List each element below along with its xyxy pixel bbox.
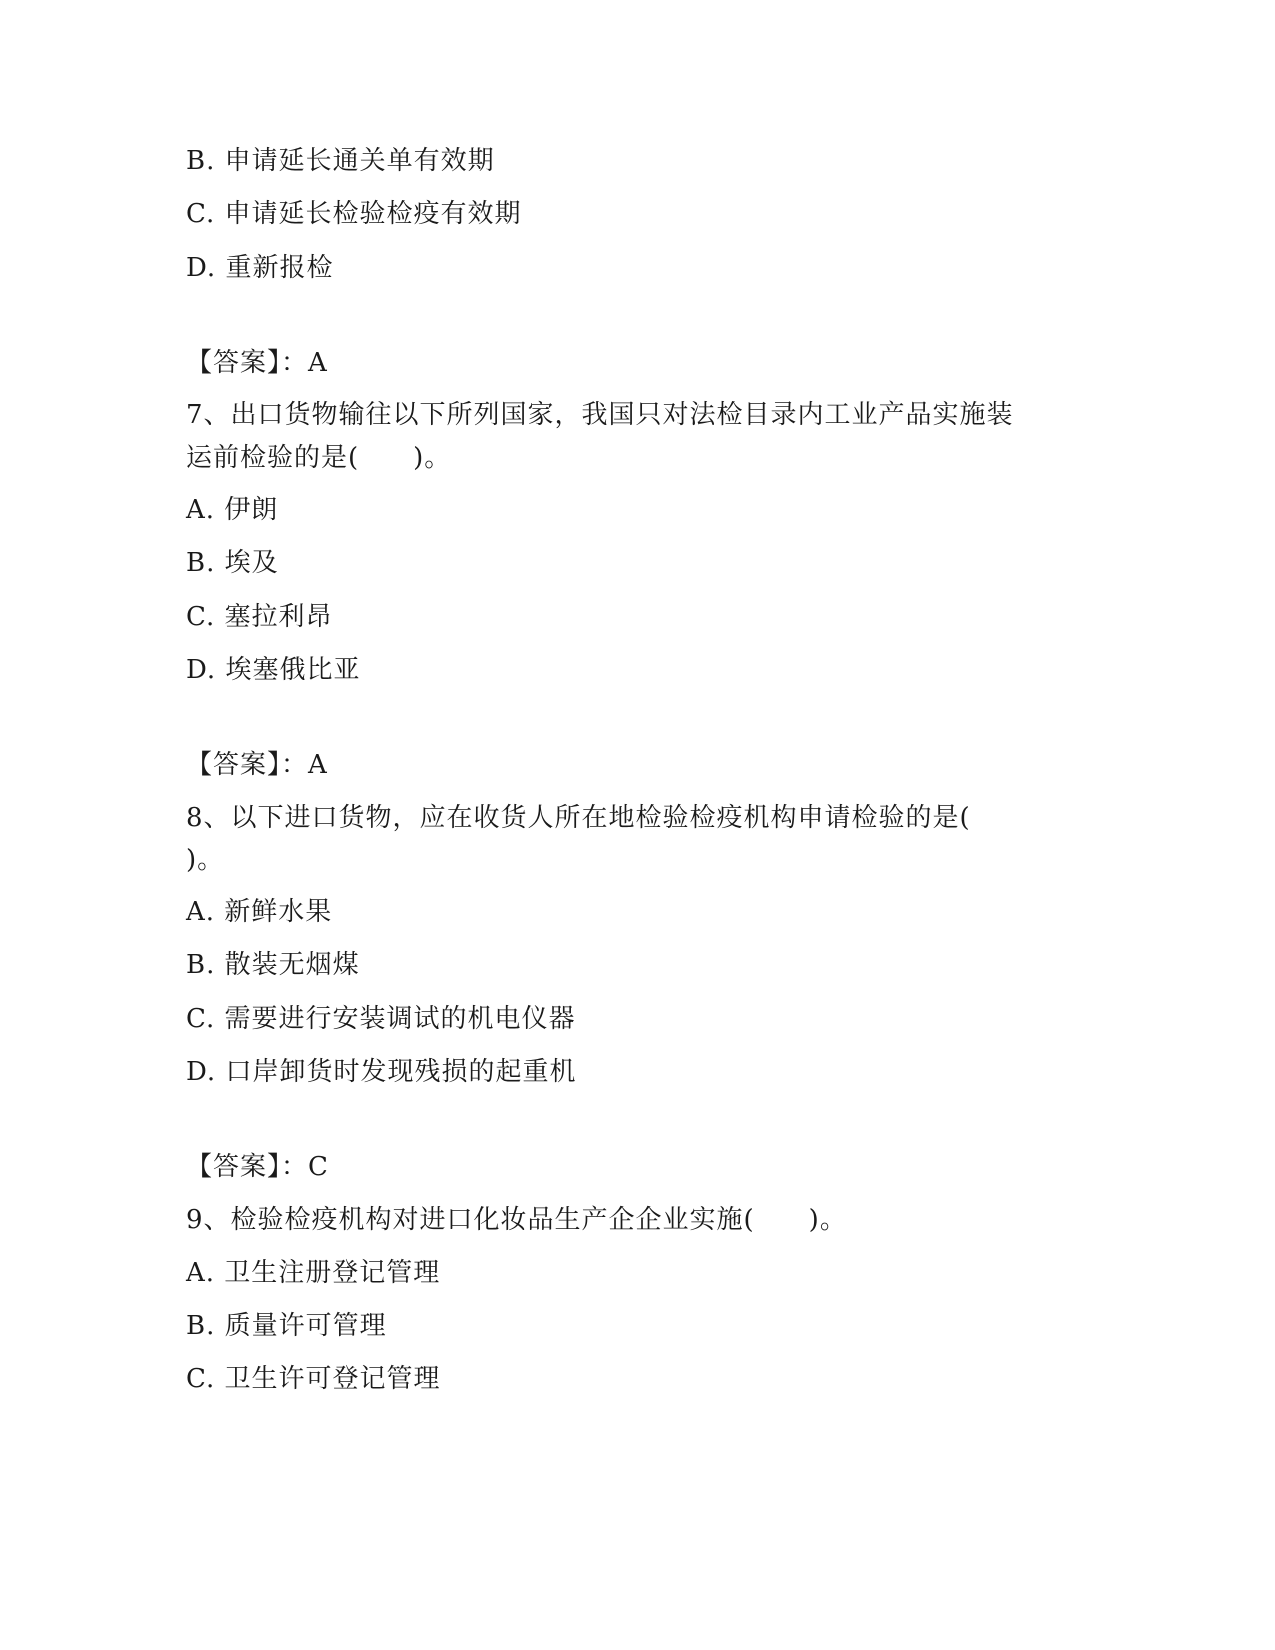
question-8-line-1: 8、以下进口货物，应在收货人所在地检验检疫机构申请检验的是(: [186, 803, 971, 833]
question-9-line-1: 9、检验检疫机构对进口化妆品生产企企业实施( )。: [186, 1205, 847, 1235]
question-7-line-1: 7、出口货物输往以下所列国家，我国只对法检目录内工业产品实施装: [186, 400, 1014, 430]
option-a-q8: A. 新鲜水果: [186, 897, 333, 927]
option-c-q9: C. 卫生许可登记管理: [186, 1364, 441, 1394]
option-b-q7: B. 埃及: [186, 548, 279, 578]
option-b-q6: B. 申请延长通关单有效期: [186, 146, 495, 176]
option-d-q6: D. 重新报检: [186, 253, 334, 283]
option-d-q7: D. 埃塞俄比亚: [186, 655, 361, 685]
option-b-q8: B. 散装无烟煤: [186, 950, 360, 980]
question-8-line-2: )。: [186, 845, 225, 875]
option-c-q7: C. 塞拉利昂: [186, 602, 333, 632]
option-c-q6: C. 申请延长检验检疫有效期: [186, 199, 522, 229]
answer-q6: 【答案】：A: [186, 348, 328, 378]
answer-q8: 【答案】：C: [186, 1152, 329, 1182]
option-a-q7: A. 伊朗: [186, 495, 279, 525]
option-d-q8: D. 口岸卸货时发现残损的起重机: [186, 1057, 577, 1087]
answer-q7: 【答案】：A: [186, 750, 328, 780]
option-b-q9: B. 质量许可管理: [186, 1311, 387, 1341]
option-a-q9: A. 卫生注册登记管理: [186, 1258, 441, 1288]
question-7-line-2: 运前检验的是( )。: [186, 443, 452, 473]
option-c-q8: C. 需要进行安装调试的机电仪器: [186, 1004, 576, 1034]
